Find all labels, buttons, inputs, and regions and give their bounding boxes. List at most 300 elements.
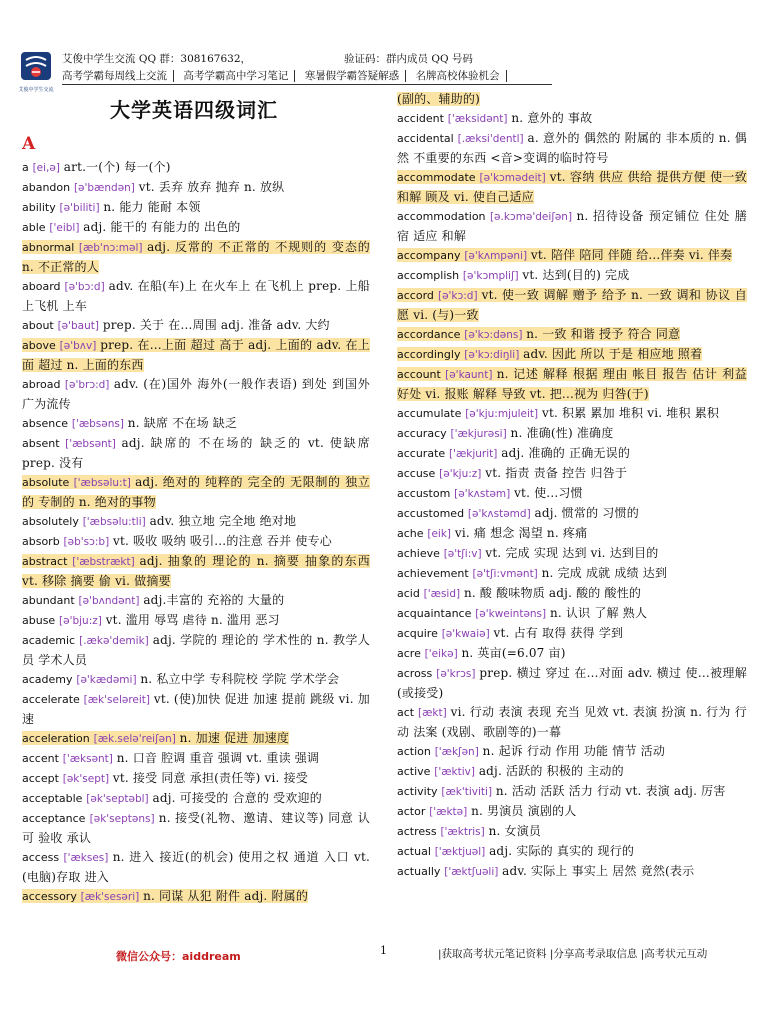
headword: acquire <box>397 627 438 640</box>
definition: (副的、辅助的) <box>397 92 480 106</box>
definition: n. 记述 解释 根据 理由 帐目 报告 估计 利益 好处 vi. 报账 解释 导致 vt. 把...视为 归咎(于) <box>397 367 747 401</box>
definition: adj. 可接受的 合意的 受欢迎的 <box>152 791 322 805</box>
entry-text <box>22 377 370 411</box>
entry-text <box>22 771 308 785</box>
vocab-entry <box>397 862 747 882</box>
vocab-entry <box>397 325 747 345</box>
vocab-entry <box>397 664 747 703</box>
definition: n. 女演员 <box>488 824 542 838</box>
headword: ache <box>397 527 424 540</box>
headword: actor <box>397 805 426 818</box>
vocab-entry <box>22 631 370 670</box>
phonetic: [ək'sept] <box>62 773 110 785</box>
phonetic: [ə.kɔmə'deiʃən] <box>489 211 573 223</box>
entry-text <box>397 666 747 700</box>
definition: vt. 使...习惯 <box>514 486 583 500</box>
entry-text <box>397 209 747 243</box>
headword: abuse <box>22 614 56 627</box>
headword: about <box>22 319 54 332</box>
definition: n. 私立中学 专科院校 学院 学术学会 <box>140 672 340 686</box>
phonetic: [ə'bʌndənt] <box>78 595 140 607</box>
headword: acceptable <box>22 792 83 805</box>
vocab-entry <box>22 532 370 552</box>
phonetic: [ə'tʃi:v] <box>443 548 482 560</box>
phonetic: [ək'septəbl] <box>86 793 149 805</box>
entry-text <box>397 506 639 520</box>
entry-text <box>397 111 592 125</box>
vocab-entry <box>397 129 747 168</box>
definition: adv. 因此 所以 于是 相应地 照着 <box>523 347 703 361</box>
entry-text <box>397 170 747 204</box>
header-line-2 <box>62 68 513 83</box>
definition: n. 准确(性) 准确度 <box>510 426 614 440</box>
entry-text <box>22 436 370 470</box>
phonetic: [ə'kwaiə] <box>441 628 490 640</box>
headword: actual <box>397 845 431 858</box>
definition: vt. 陪伴 陪同 伴随 给...伴奏 vi. 伴奏 <box>530 248 733 262</box>
entry-text <box>22 593 284 607</box>
headword: achieve <box>397 547 440 560</box>
vocab-entry <box>397 564 747 584</box>
headword: across <box>397 667 433 680</box>
phonetic: [ə'kju:mjuleit] <box>465 408 539 420</box>
entry-text <box>397 486 583 500</box>
entry-text <box>22 318 330 332</box>
vocab-entry <box>397 246 747 266</box>
headword: access <box>22 851 60 864</box>
header-item-3: 寒暑假学霸答疑解惑 <box>304 70 400 82</box>
vocab-entry <box>397 365 747 404</box>
page-number: 1 <box>380 944 387 957</box>
headword: accurate <box>397 447 446 460</box>
entry-text <box>22 850 370 884</box>
school-logo-icon <box>18 50 54 86</box>
phonetic: [æk'tiviti] <box>441 786 493 798</box>
definition: vt. 完成 实现 达到 vi. 达到目的 <box>485 546 659 560</box>
headword: accustomed <box>397 507 465 520</box>
entry-text <box>22 554 370 588</box>
headword: achievement <box>397 567 469 580</box>
phonetic: [ei,ə] <box>32 162 60 174</box>
phonetic: ['æbsəns] <box>71 418 124 430</box>
definition: n. 缺席 不在场 缺乏 <box>127 416 238 430</box>
definition: adj.丰富的 充裕的 大量的 <box>143 593 285 607</box>
qq-group-text: 艾俊中学生交流 QQ 群：308167632， <box>62 53 252 65</box>
vocab-entry <box>397 822 747 842</box>
definition: adv. 独立地 完全地 绝对地 <box>149 514 297 528</box>
entry-text <box>397 606 647 620</box>
phonetic: [ə'kɔ:d] <box>437 290 478 302</box>
entry-text <box>397 446 630 460</box>
entry-text <box>397 586 641 600</box>
vocab-entry <box>397 444 747 464</box>
definition: n. 招待设备 预定铺位 住处 膳宿 适应 和解 <box>397 209 747 243</box>
vocab-entry <box>22 591 370 611</box>
phonetic: ['ækʃən] <box>434 746 479 758</box>
headword: accustom <box>397 487 451 500</box>
definition: n. 起诉 行动 作用 功能 情节 活动 <box>482 744 666 758</box>
definition: n. 活动 活跃 活力 行动 vt. 表演 adj. 厉害 <box>495 784 726 798</box>
entry-text <box>397 426 613 440</box>
headword: abroad <box>22 378 61 391</box>
vocab-entry <box>397 345 747 365</box>
vocab-entry <box>22 769 370 789</box>
entry-text <box>22 751 319 765</box>
headword: accept <box>22 772 59 785</box>
entry-text <box>397 566 667 580</box>
definition: vt. (使)加快 促进 加速 提前 跳级 vi. 加速 <box>22 692 370 726</box>
headword: abnormal <box>22 241 75 254</box>
entry-text <box>22 240 370 274</box>
vocab-entry <box>397 168 747 207</box>
definition: n. 英亩(=6.07 亩) <box>461 646 566 660</box>
vocab-entry <box>397 464 747 484</box>
definition: n. 接受(礼物、邀请、建议等) 同意 认可 验收 承认 <box>22 811 370 845</box>
phonetic: [əb'sɔ:b] <box>63 536 110 548</box>
verification-text: 验证码：群内成员 QQ 号码 <box>344 53 473 65</box>
entry-text <box>22 889 308 903</box>
entry-text <box>397 288 747 322</box>
headword: absence <box>22 417 69 430</box>
phonetic: [ə'brɔ:d] <box>64 379 110 391</box>
phonetic: [æk'sesəri] <box>80 891 140 903</box>
headword: academic <box>22 634 76 647</box>
phonetic: [ə'kɔ:diŋli] <box>464 349 520 361</box>
definition: prep. 在...上面 超过 高于 adj. 上面的 adv. 在上面 超过 n. 上面的东西 <box>22 338 370 372</box>
vocab-entry <box>22 218 370 238</box>
entry-text <box>397 784 726 798</box>
vocab-entry <box>22 434 370 473</box>
entry-text <box>397 844 634 858</box>
phonetic: [ə'bʌv] <box>59 340 97 352</box>
definition: vt. 积累 累加 堆积 vi. 堆积 累积 <box>541 406 720 420</box>
vocab-entry <box>397 742 747 762</box>
headword: absorb <box>22 535 60 548</box>
headword: aboard <box>22 280 61 293</box>
entry-text <box>397 131 747 165</box>
headword: acceptance <box>22 812 86 825</box>
phonetic: ['eikə] <box>424 648 458 660</box>
page-title: 大学英语四级词汇 <box>110 98 278 122</box>
definition: vt. 容纳 供应 供给 提供方便 使一致 和解 顾及 vi. 使自己适应 <box>397 170 747 204</box>
vocab-entry <box>397 703 747 742</box>
phonetic: ['æbsəlu:t] <box>73 477 131 489</box>
headword: actually <box>397 865 441 878</box>
phonetic: [ə'tʃi:vmənt] <box>472 568 538 580</box>
vocab-entry <box>397 524 747 544</box>
phonetic: [ə'kɔmpliʃ] <box>462 270 519 282</box>
entry-text <box>397 824 541 838</box>
definition: vt. 占有 取得 获得 学到 <box>493 626 624 640</box>
entry-text <box>22 811 370 845</box>
entry-text <box>22 791 322 805</box>
headword: accordingly <box>397 348 461 361</box>
entry-text <box>397 526 587 540</box>
entry-text <box>397 406 719 420</box>
definition: vt. 指责 责备 控告 归咎于 <box>485 466 628 480</box>
entry-text <box>397 764 624 778</box>
vocab-entry <box>22 277 370 316</box>
entry-text <box>397 546 659 560</box>
vocab-entry <box>397 504 747 524</box>
vocab-entry <box>22 375 370 414</box>
phonetic: [ə'kʌstəm] <box>454 488 511 500</box>
headword: absolute <box>22 476 70 489</box>
entry-text <box>397 626 623 640</box>
vocab-entry <box>397 90 747 109</box>
entry-text <box>397 705 747 739</box>
phonetic: [ə'kɔ:dəns] <box>464 329 523 341</box>
footer-wechat: 微信公众号：aiddream <box>116 950 241 963</box>
phonetic: [ə'kweintəns] <box>475 608 547 620</box>
vocab-entry <box>397 644 747 664</box>
definition: n. 完成 成就 成绩 达到 <box>541 566 668 580</box>
entry-text <box>22 200 201 214</box>
logo-caption: 艾俊中学生交流 <box>18 87 54 93</box>
page-header <box>0 44 768 93</box>
header-rule <box>62 84 552 85</box>
definition: adj. 绝对的 纯粹的 完全的 无限制的 独立的 专制的 n. 绝对的事物 <box>22 475 370 509</box>
vocab-entry <box>22 198 370 218</box>
definition: adj. 惯常的 习惯的 <box>534 506 639 520</box>
entry-text <box>22 338 370 372</box>
headword: account <box>397 368 441 381</box>
phonetic: [ə'biliti] <box>59 202 100 214</box>
header-item-4: 名牌高校体验机会 <box>415 70 500 82</box>
headword: ability <box>22 201 56 214</box>
vocab-entry <box>397 604 747 624</box>
entry-text <box>397 804 576 818</box>
phonetic: [ækt] <box>418 707 447 719</box>
entry-text <box>397 92 480 106</box>
vocab-entry <box>22 512 370 532</box>
vocab-entry <box>22 670 370 690</box>
vocab-entry <box>397 404 747 424</box>
phonetic: [æk.selə'reiʃən] <box>93 733 176 745</box>
entry-text <box>22 514 296 528</box>
vocab-entry <box>22 887 370 907</box>
vocab-entry <box>397 286 747 325</box>
definition: n. 能力 能耐 本领 <box>103 200 201 214</box>
phonetic: [ə'bændən] <box>73 182 135 194</box>
vocab-entry <box>397 802 747 822</box>
entry-text <box>22 160 171 174</box>
entry-text <box>397 646 566 660</box>
headword: accent <box>22 752 59 765</box>
right-column <box>397 90 747 882</box>
headword: accessory <box>22 890 77 903</box>
definition: adj. 活跃的 积极的 主动的 <box>478 764 624 778</box>
vocab-entry <box>397 207 747 246</box>
headword: a <box>22 161 29 174</box>
entry-text <box>397 268 629 282</box>
phonetic: [ə'kju:z] <box>439 468 482 480</box>
phonetic: ['ækses] <box>63 852 109 864</box>
header-line-1 <box>62 51 473 66</box>
headword: above <box>22 339 56 352</box>
definition: adj. 抽象的 理论的 n. 摘要 抽象的东西 vt. 移除 摘要 偷 vi. 做摘要 <box>22 554 370 588</box>
phonetic: ['æktʃuəli] <box>444 866 499 878</box>
phonetic: [ə'kædəmi] <box>76 674 137 686</box>
vocab-entry <box>397 266 747 286</box>
header-item-2: 高考学霸高中学习笔记 <box>183 70 289 82</box>
vocab-entry <box>22 316 370 336</box>
headword: acid <box>397 587 420 600</box>
headword: acre <box>397 647 421 660</box>
vocab-entry <box>22 414 370 434</box>
headword: acquaintance <box>397 607 472 620</box>
definition: n. 同谋 从犯 附件 adj. 附属的 <box>143 889 309 903</box>
phonetic: [æb'nɔ:məl] <box>78 242 143 254</box>
phonetic: ['æbstrækt] <box>72 556 135 568</box>
definition: vt. 滥用 辱骂 虐待 n. 滥用 恶习 <box>105 613 280 627</box>
phonetic: [ə'kʌstəmd] <box>467 508 531 520</box>
entry-text <box>397 744 665 758</box>
phonetic: ['æktə] <box>429 806 468 818</box>
entry-text <box>22 731 289 745</box>
vocab-entry <box>397 544 747 564</box>
phonetic: [.æksi'dentl] <box>457 133 524 145</box>
definition: vt. 达到(目的) 完成 <box>522 268 630 282</box>
vocab-entry <box>22 552 370 591</box>
phonetic: ['eibl] <box>49 222 80 234</box>
headword: accommodation <box>397 210 486 223</box>
definition: n. 口音 腔调 重音 强调 vt. 重读 强调 <box>116 751 320 765</box>
entry-text <box>22 180 284 194</box>
phonetic: ['æktiv] <box>434 766 475 778</box>
vocab-list-left <box>22 158 370 907</box>
vocab-entry <box>22 848 370 887</box>
phonetic: [ə'krɔs] <box>436 668 476 680</box>
definition: n. 加速 促进 加速度 <box>179 731 290 745</box>
definition: prep. 横过 穿过 在...对面 adv. 横过 使...被理解(或接受) <box>397 666 747 700</box>
section-letter: A <box>22 134 36 154</box>
headword: accommodate <box>397 171 476 184</box>
phonetic: ['æksənt] <box>62 753 113 765</box>
definition: n. 男演员 演剧的人 <box>471 804 577 818</box>
phonetic: ['æsid] <box>423 588 461 600</box>
divider <box>506 70 507 82</box>
phonetic: [.ækə'demik] <box>79 635 149 647</box>
vocab-entry <box>22 749 370 769</box>
vocab-entry <box>397 782 747 802</box>
definition: a. 意外的 偶然的 附属的 非本质的 n. 偶然 不重要的东西 <音>变调的临时符号 <box>397 131 747 165</box>
phonetic: [ə'kʌmpəni] <box>464 250 528 262</box>
entry-text <box>397 466 627 480</box>
headword: absent <box>22 437 60 450</box>
phonetic: [eik] <box>427 528 452 540</box>
phonetic: ['æktjuəl] <box>434 846 486 858</box>
vocab-entry <box>397 842 747 862</box>
definition: vi. 痛 想念 渴望 n. 疼痛 <box>454 526 588 540</box>
phonetic: ['ækjurəsi] <box>450 428 507 440</box>
definition: n. 认识 了解 熟人 <box>549 606 648 620</box>
definition: adj. 能干的 有能力的 出色的 <box>83 220 241 234</box>
headword: activity <box>397 785 438 798</box>
vocab-entry <box>22 336 370 375</box>
headword: accidental <box>397 132 454 145</box>
entry-text <box>397 367 747 401</box>
vocab-entry <box>397 624 747 644</box>
headword: abstract <box>22 555 68 568</box>
vocab-entry <box>22 789 370 809</box>
headword: accomplish <box>397 269 460 282</box>
vocab-entry <box>22 158 370 178</box>
headword: action <box>397 745 431 758</box>
vocab-list-right <box>397 90 747 882</box>
definition: adv. 实际上 事实上 居然 竟然(表示 <box>502 864 695 878</box>
vocab-entry <box>22 809 370 848</box>
entry-text <box>397 248 732 262</box>
headword: abandon <box>22 181 71 194</box>
vocab-entry <box>22 611 370 631</box>
header-item-1: 高考学霸每周线上交流 <box>62 70 167 82</box>
headword: actress <box>397 825 437 838</box>
vocab-entry <box>22 178 370 198</box>
entry-text <box>22 692 370 726</box>
definition: adj. 学院的 理论的 学术性的 n. 教学人员 学术人员 <box>22 633 370 667</box>
phonetic: [ə'bɔ:d] <box>64 281 105 293</box>
phonetic: [ək'septəns] <box>89 813 155 825</box>
entry-text <box>22 279 370 313</box>
definition: art.一(个) 每一(个) <box>63 160 171 174</box>
entry-text <box>22 613 280 627</box>
definition: adj. 实际的 真实的 现行的 <box>489 844 635 858</box>
vocab-entry <box>397 584 747 604</box>
headword: accordance <box>397 328 461 341</box>
definition: n. 一致 和谐 授予 符合 同意 <box>526 327 681 341</box>
phonetic: [æk'seləreit] <box>83 694 150 706</box>
footer-links: |获取高考状元笔记资料 |分享高考录取信息 |高考状元互动 <box>438 948 708 960</box>
divider <box>173 70 174 82</box>
entry-text <box>22 534 332 548</box>
headword: accompany <box>397 249 461 262</box>
definition: adj. 准确的 正确无误的 <box>501 446 631 460</box>
headword: active <box>397 765 431 778</box>
vocab-entry <box>22 729 370 749</box>
definition: n. 酸 酸味物质 adj. 酸的 酸性的 <box>463 586 642 600</box>
phonetic: ['æktris] <box>440 826 485 838</box>
phonetic: ['ækjurit] <box>448 448 498 460</box>
phonetic: ['æbsənt] <box>65 438 116 450</box>
vocab-entry <box>22 238 370 277</box>
definition: adj. 缺席的 不在场的 缺乏的 vt. 使缺席 prep. 没有 <box>22 436 370 470</box>
phonetic: [ə'kaunt] <box>445 369 493 381</box>
headword: accord <box>397 289 434 302</box>
headword: accuse <box>397 467 436 480</box>
definition: adj. 反常的 不正常的 不规则的 变态的 n. 不正常的人 <box>22 240 370 274</box>
vocab-entry <box>397 762 747 782</box>
headword: act <box>397 706 415 719</box>
headword: accumulate <box>397 407 462 420</box>
entry-text <box>22 633 370 667</box>
definition: vt. 丢弃 放弃 抛弃 n. 放纵 <box>138 180 285 194</box>
divider <box>294 70 295 82</box>
headword: abundant <box>22 594 75 607</box>
definition: adv. 在船(车)上 在火车上 在飞机上 prep. 上船 上飞机 上车 <box>22 279 370 313</box>
definition: vi. 行动 表演 表现 充当 见效 vt. 表演 扮演 n. 行为 行动 法案 (戏剧、歌剧等的)一幕 <box>397 705 747 739</box>
headword: able <box>22 221 46 234</box>
vocab-entry <box>397 424 747 444</box>
phonetic: [ə'baut] <box>57 320 99 332</box>
headword: accident <box>397 112 444 125</box>
headword: acceleration <box>22 732 90 745</box>
vocab-entry <box>22 690 370 729</box>
headword: academy <box>22 673 73 686</box>
definition: vt. 使一致 调解 赠予 给予 n. 一致 调和 协议 自愿 vi. (与)一致 <box>397 288 747 322</box>
vocab-entry <box>22 473 370 512</box>
phonetic: ['æbsəlu:tli] <box>82 516 146 528</box>
